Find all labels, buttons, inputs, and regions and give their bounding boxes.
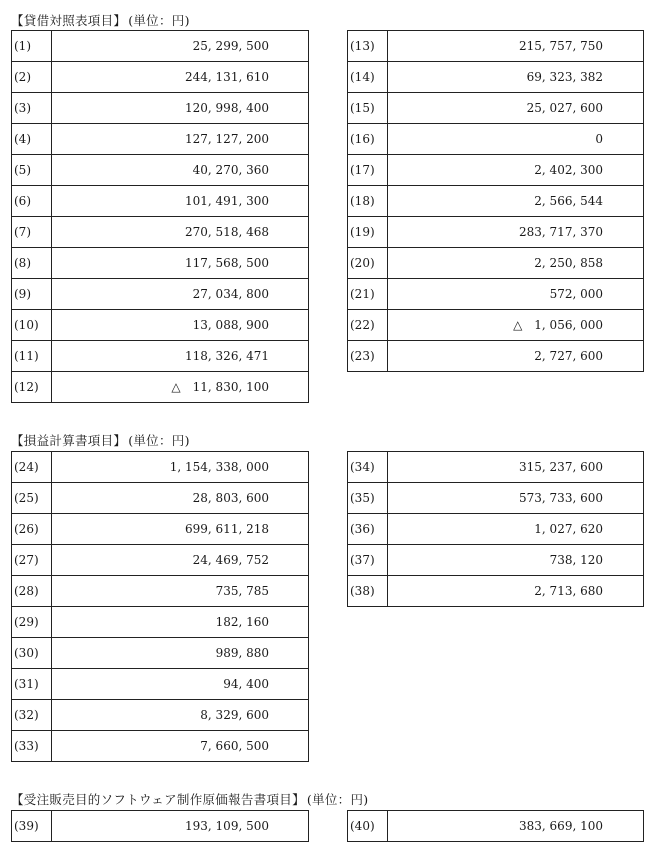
row-amount [52,372,309,403]
row-index: (28) [12,576,52,607]
row-index: (8) [12,248,52,279]
row-index: (6) [12,186,52,217]
row-amount [52,700,309,731]
amount-value: 572, 000 [549,287,603,301]
software-cost-title [11,790,368,808]
amount-value: 1, 154, 338, 000 [169,460,269,474]
amount-value: 69, 323, 382 [526,70,603,84]
row-amount [388,576,644,607]
row-index: (17) [348,155,388,186]
row-amount [52,93,309,124]
amount-value: 2, 566, 544 [534,194,603,208]
table-row [12,155,309,186]
amount-value: 25, 299, 500 [192,39,269,53]
table-row [348,31,644,62]
negative-marker: △ [513,318,523,332]
table-row [12,279,309,310]
table-row [12,310,309,341]
table-row [348,62,644,93]
row-index: (7) [12,217,52,248]
row-index: (15) [348,93,388,124]
amount-value: 738, 120 [549,553,603,567]
table-row [348,217,644,248]
amount-value: 28, 803, 600 [192,491,269,505]
row-index: (11) [12,341,52,372]
row-index: (40) [348,811,388,842]
software-cost-table-left [11,810,309,842]
row-amount [52,669,309,700]
table-row [12,545,309,576]
row-amount [52,124,309,155]
amount-value: 193, 109, 500 [185,819,269,833]
row-index: (13) [348,31,388,62]
amount-value: 989, 880 [215,646,269,660]
table-row [348,483,644,514]
amount-value: 120, 998, 400 [185,101,269,115]
table-row [348,811,644,842]
row-amount [52,155,309,186]
amount-value: 7, 660, 500 [200,739,269,753]
row-amount [52,341,309,372]
row-index: (26) [12,514,52,545]
table-row [12,248,309,279]
amount-value: 270, 518, 468 [185,225,269,239]
row-amount [52,545,309,576]
amount-value: 182, 160 [215,615,269,629]
row-amount [388,483,644,514]
table-row [348,576,644,607]
unit-label: (単位：円) [128,433,190,448]
table-row [348,452,644,483]
table-row [12,700,309,731]
table-row [12,93,309,124]
amount-value: 11, 830, 100 [192,380,269,394]
row-index: (10) [12,310,52,341]
balance-sheet-table-left [11,30,309,403]
amount-value: 27, 034, 800 [192,287,269,301]
negative-marker: △ [171,380,181,394]
amount-value: 2, 727, 600 [534,349,603,363]
row-index: (14) [348,62,388,93]
row-amount [52,452,309,483]
row-index: (12) [12,372,52,403]
balance-sheet-table-right [347,30,644,372]
table-row [12,607,309,638]
amount-value: 699, 611, 218 [185,522,269,536]
row-index: (20) [348,248,388,279]
table-row [12,217,309,248]
row-amount [388,155,644,186]
amount-value: 127, 127, 200 [185,132,269,146]
amount-value: 244, 131, 610 [185,70,269,84]
unit-label: (単位：円) [128,13,190,28]
row-amount [52,31,309,62]
row-amount [388,124,644,155]
amount-value: 101, 491, 300 [185,194,269,208]
row-amount [52,186,309,217]
amount-value: 13, 088, 900 [192,318,269,332]
table-row [12,483,309,514]
table-row [348,514,644,545]
amount-value: 0 [595,132,603,146]
table-row [12,669,309,700]
row-amount [52,607,309,638]
row-index: (22) [348,310,388,341]
table-row [12,341,309,372]
row-amount [52,62,309,93]
section-heading: 【損益計算書項目】 [11,433,127,448]
amount-value: 215, 757, 750 [519,39,603,53]
section-heading: 【貸借対照表項目】 [11,13,127,28]
row-amount [52,638,309,669]
row-amount [52,576,309,607]
row-index: (32) [12,700,52,731]
row-amount [388,279,644,310]
amount-value: 315, 237, 600 [519,460,603,474]
table-row [12,62,309,93]
table-row [348,93,644,124]
row-index: (18) [348,186,388,217]
amount-value: 2, 402, 300 [534,163,603,177]
table-row [12,731,309,762]
table-row [348,310,644,341]
row-index: (38) [348,576,388,607]
row-amount [52,731,309,762]
row-amount [388,217,644,248]
row-amount [388,31,644,62]
row-amount [388,452,644,483]
amount-value: 25, 027, 600 [526,101,603,115]
amount-value: 2, 250, 858 [534,256,603,270]
row-amount [52,811,309,842]
row-index: (27) [12,545,52,576]
row-index: (5) [12,155,52,186]
amount-value: 40, 270, 360 [192,163,269,177]
table-row [348,155,644,186]
row-index: (1) [12,31,52,62]
table-row [348,186,644,217]
table-row [12,638,309,669]
amount-value: 118, 326, 471 [185,349,269,363]
row-index: (23) [348,341,388,372]
amount-value: 735, 785 [215,584,269,598]
table-row [348,248,644,279]
table-row [12,372,309,403]
row-amount [52,279,309,310]
row-amount [388,248,644,279]
row-index: (39) [12,811,52,842]
table-row [12,452,309,483]
row-index: (9) [12,279,52,310]
row-index: (21) [348,279,388,310]
row-index: (4) [12,124,52,155]
income-statement-title [11,431,190,449]
row-index: (19) [348,217,388,248]
table-row [12,186,309,217]
row-index: (16) [348,124,388,155]
row-amount [388,310,644,341]
row-index: (36) [348,514,388,545]
amount-value: 94, 400 [223,677,269,691]
row-index: (3) [12,93,52,124]
row-index: (37) [348,545,388,576]
software-cost-table-right [347,810,644,842]
amount-value: 117, 568, 500 [185,256,269,270]
table-row [348,124,644,155]
section-heading: 【受注販売目的ソフトウェア制作原価報告書項目】 [11,792,305,807]
amount-value: 383, 669, 100 [519,819,603,833]
amount-value: 1, 027, 620 [534,522,603,536]
row-index: (29) [12,607,52,638]
row-amount [388,514,644,545]
amount-value: 1, 056, 000 [534,318,603,332]
table-row [12,31,309,62]
row-amount [52,248,309,279]
row-amount [52,310,309,341]
row-index: (35) [348,483,388,514]
row-index: (33) [12,731,52,762]
amount-value: 24, 469, 752 [192,553,269,567]
row-amount [52,217,309,248]
table-row [12,124,309,155]
row-index: (30) [12,638,52,669]
table-row [348,545,644,576]
balance-sheet-title [11,11,190,29]
income-statement-table-left [11,451,309,762]
income-statement-table-right [347,451,644,607]
row-index: (2) [12,62,52,93]
table-row [348,341,644,372]
row-index: (25) [12,483,52,514]
amount-value: 8, 329, 600 [200,708,269,722]
row-amount [388,811,644,842]
table-row [12,576,309,607]
row-amount [52,514,309,545]
row-amount [388,545,644,576]
row-index: (31) [12,669,52,700]
row-amount [388,93,644,124]
unit-label: (単位：円) [306,792,369,807]
table-row [348,279,644,310]
amount-value: 2, 713, 680 [534,584,603,598]
amount-value: 573, 733, 600 [519,491,603,505]
table-row [12,514,309,545]
row-index: (24) [12,452,52,483]
table-row [12,811,309,842]
amount-value: 283, 717, 370 [519,225,603,239]
row-amount [388,341,644,372]
row-index: (34) [348,452,388,483]
row-amount [388,186,644,217]
row-amount [388,62,644,93]
row-amount [52,483,309,514]
